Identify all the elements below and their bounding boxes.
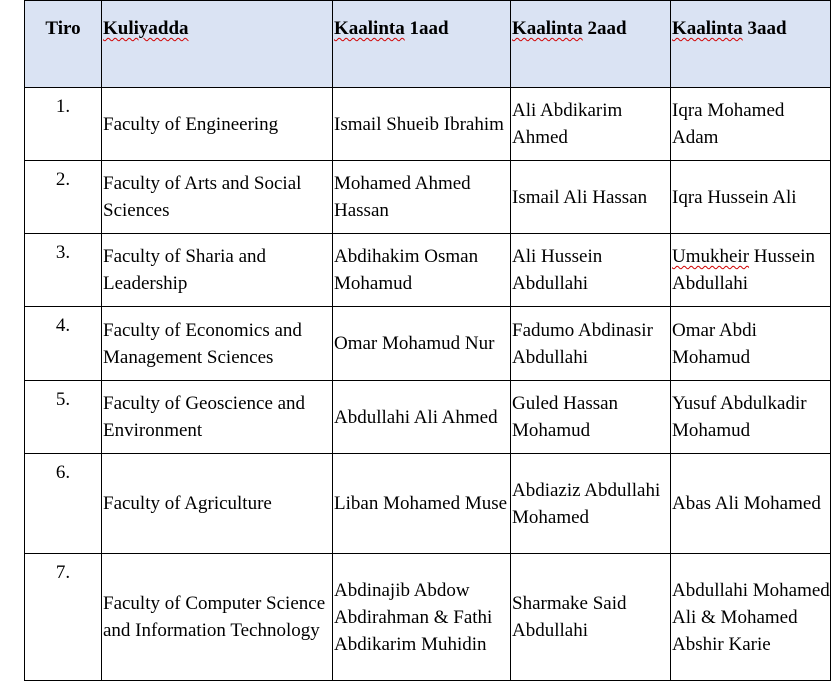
second-place-cell: Ali Abdikarim Ahmed bbox=[511, 88, 671, 161]
header-kaalinta-1 bbox=[333, 1, 511, 88]
table-row bbox=[25, 307, 831, 381]
second-place-cell: Fadumo Abdinasir Abdullahi bbox=[511, 307, 671, 381]
third-place-cell: Abdullahi Mohamed Ali & Mohamed Abshir Karie bbox=[671, 554, 831, 681]
faculty-cell: Faculty of Sharia and Leadership bbox=[102, 234, 333, 307]
header-k3-suffix: 3aad bbox=[742, 18, 787, 39]
row-number: 5. bbox=[25, 381, 102, 454]
header-kuliyadda-text: Kuliyadda bbox=[103, 18, 189, 39]
third-place-cell: Yusuf Abdulkadir Mohamud bbox=[671, 381, 831, 454]
second-place-cell: Abdiaziz Abdullahi Mohamed bbox=[511, 454, 671, 554]
header-k1-word: Kaalinta bbox=[334, 18, 405, 39]
first-place-cell: Abdihakim Osman Mohamud bbox=[333, 234, 511, 307]
faculty-cell: Faculty of Agriculture bbox=[102, 454, 333, 554]
row-number: 3. bbox=[25, 234, 102, 307]
header-kaalinta-2 bbox=[511, 1, 671, 88]
table-row bbox=[25, 381, 831, 454]
third-place-name-rest: Hussein Abdullahi bbox=[672, 246, 816, 294]
header-kuliyadda bbox=[102, 1, 333, 88]
faculty-cell: Faculty of Engineering bbox=[102, 88, 333, 161]
third-place-cell: Omar Abdi Mohamud bbox=[671, 307, 831, 381]
row-number: 1. bbox=[25, 88, 102, 161]
table-row bbox=[25, 88, 831, 161]
first-place-cell: Abdullahi Ali Ahmed bbox=[333, 381, 511, 454]
header-kaalinta-3 bbox=[671, 1, 831, 88]
faculty-cell: Faculty of Geoscience and Environment bbox=[102, 381, 333, 454]
third-place-cell: Iqra Mohamed Adam bbox=[671, 88, 831, 161]
header-k1-suffix: 1aad bbox=[404, 18, 449, 39]
first-place-cell: Abdinajib Abdow Abdirahman & Fathi Abdikarim Muhidin bbox=[333, 554, 511, 681]
faculty-cell: Faculty of Arts and Social Sciences bbox=[102, 161, 333, 234]
third-place-cell: Abas Ali Mohamed bbox=[671, 454, 831, 554]
first-place-cell: Ismail Shueib Ibrahim bbox=[333, 88, 511, 161]
header-k2-suffix: 2aad bbox=[582, 18, 627, 39]
second-place-cell: Ismail Ali Hassan bbox=[511, 161, 671, 234]
row-number: 2. bbox=[25, 161, 102, 234]
header-k3-word: Kaalinta bbox=[672, 18, 743, 39]
faculty-cell: Faculty of Computer Science and Information Technology bbox=[102, 554, 333, 681]
table-row bbox=[25, 161, 831, 234]
second-place-cell: Guled Hassan Mohamud bbox=[511, 381, 671, 454]
table-row bbox=[25, 554, 831, 681]
winners-table bbox=[24, 0, 831, 681]
table-row bbox=[25, 234, 831, 307]
faculty-cell: Faculty of Economics and Management Sciences bbox=[102, 307, 333, 381]
first-place-cell: Omar Mohamud Nur bbox=[333, 307, 511, 381]
third-place-cell: Iqra Hussein Ali bbox=[671, 161, 831, 234]
row-number: 6. bbox=[25, 454, 102, 554]
first-place-cell: Mohamed Ahmed Hassan bbox=[333, 161, 511, 234]
second-place-cell: Ali Hussein Abdullahi bbox=[511, 234, 671, 307]
header-tiro: Tiro bbox=[25, 1, 102, 88]
second-place-cell: Sharmake Said Abdullahi bbox=[511, 554, 671, 681]
header-row bbox=[25, 1, 831, 88]
row-number: 4. bbox=[25, 307, 102, 381]
third-place-cell bbox=[671, 234, 831, 307]
third-place-name-part: Umukheir bbox=[672, 246, 750, 267]
header-k2-word: Kaalinta bbox=[512, 18, 583, 39]
first-place-cell: Liban Mohamed Muse bbox=[333, 454, 511, 554]
row-number: 7. bbox=[25, 554, 102, 681]
table-row bbox=[25, 454, 831, 554]
